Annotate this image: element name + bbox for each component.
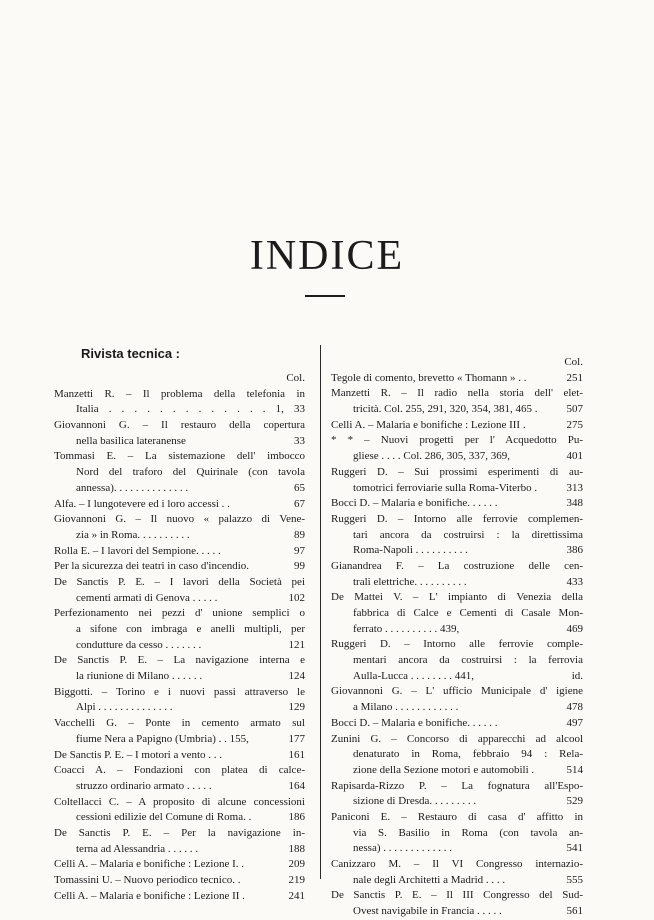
entry-text: ferrato . . . . . . . . . . 439,	[353, 622, 460, 635]
index-entry-line	[54, 606, 305, 622]
index-entry-line	[331, 904, 583, 920]
entry-text: Giovannoni G. – Il nuovo « palazzo di Vene-	[54, 513, 305, 526]
index-entry-line	[331, 732, 583, 748]
entry-page-number: 188	[287, 842, 306, 858]
entry-text: zione della Sezione motori e automobili .	[353, 763, 535, 776]
entry-text: Biggotti. – Torino e i nuovi passi attraverso le	[54, 685, 305, 698]
entry-text: trali elettriche. . . . . . . . . .	[353, 575, 467, 588]
left-column	[54, 371, 305, 904]
entry-text: fabbrica di Calce e Cementi di Casale Mon-	[353, 607, 583, 619]
entry-text: nale degli Architetti a Madrid . . . .	[353, 873, 506, 886]
entry-text: tomotrici ferroviarie sulla Roma-Viterbo .	[353, 481, 538, 494]
entry-page-number: 433	[565, 575, 584, 591]
index-entry-line	[54, 622, 305, 638]
index-entry-line	[54, 826, 305, 842]
index-entry-line	[54, 387, 305, 403]
index-entry-line	[54, 748, 305, 764]
entry-text: Ruggeri D. – Intorno alle ferrovie complemen-	[331, 512, 583, 525]
entry-text: Rolla E. – I lavori del Sempione. . . . .	[54, 544, 221, 557]
entry-page-number: 529	[565, 794, 584, 810]
entry-text: a sifone con imbraga e anelli multipli, per	[76, 623, 305, 635]
entry-text: Manzetti R. – Il radio nella storia dell' elet-	[331, 387, 583, 400]
index-entry-line	[54, 779, 305, 795]
entry-text: Coacci A. – Fondazioni con platea di calce-	[54, 764, 305, 777]
entry-text: a Milano . . . . . . . . . . . .	[353, 701, 459, 714]
index-entry-line	[331, 528, 583, 544]
entry-page-number: 97	[292, 544, 305, 560]
entry-page-number: 164	[287, 779, 306, 795]
left-column-header: Col.	[54, 371, 305, 387]
index-entry-line	[331, 763, 583, 779]
entry-text: tari ancora da costruirsi : la direttissima	[353, 528, 583, 541]
entry-text: via S. Basilio in Roma (con tavola an-	[353, 826, 583, 839]
entry-page-number: 102	[287, 591, 306, 607]
entry-text: annessa). . . . . . . . . . . . . .	[76, 481, 189, 494]
entry-text: condutture da cesso . . . . . . .	[76, 638, 202, 651]
entry-page-number: 541	[565, 841, 584, 857]
entry-text: gliese . . . . Col. 286, 305, 337, 369,	[353, 450, 511, 463]
index-entry-line	[54, 402, 305, 418]
index-entry-line	[54, 434, 305, 450]
index-entry-line	[331, 684, 583, 700]
entry-text: Nord del traforo del Quirinale (con tavola	[76, 466, 305, 479]
entry-text: terna ad Alessandria . . . . . .	[76, 842, 199, 855]
entry-text: sizione di Dresda. . . . . . . . .	[353, 795, 477, 808]
entry-page-number: 124	[287, 669, 306, 685]
column-divider	[320, 345, 321, 879]
entry-page-number: 555	[565, 873, 584, 889]
entry-text: Rapisarda-Rizzo P. – La fognatura all'Espo-	[331, 779, 583, 792]
index-entry-line	[54, 481, 305, 497]
entry-page-number: 514	[565, 763, 584, 779]
entry-text: De Sanctis P. E. – Per la navigazione in-	[54, 826, 305, 839]
index-entry-line	[331, 465, 583, 481]
index-entry-line	[54, 653, 305, 669]
entry-text: * * – Nuovi progetti per l' Acquedotto Pu-	[331, 434, 583, 447]
entry-text: Tommasi E. – La sistemazione dell' imbocco	[54, 450, 305, 463]
entry-text: denaturato in Roma, febbraio 94 : Rela-	[353, 748, 583, 761]
entry-text: nessa) . . . . . . . . . . . . .	[353, 842, 452, 855]
index-entry-line	[331, 481, 583, 497]
entry-text: Vacchelli G. – Ponte in cemento armato sul	[54, 717, 305, 730]
index-entry-line	[54, 763, 305, 779]
index-entry-line	[331, 449, 583, 465]
entry-text: Per la sicurezza dei teatri in caso d'incendio.	[54, 560, 250, 573]
entry-page-number: 386	[565, 543, 584, 559]
index-entry-line	[54, 465, 305, 481]
entry-text: Celli A. – Malaria e bonifiche : Lezione III .	[331, 418, 526, 431]
index-entry-line	[54, 685, 305, 701]
entry-page-number: 348	[565, 496, 584, 512]
index-entry-line	[331, 559, 583, 575]
entry-page-number: 33	[292, 434, 305, 450]
entry-page-number: 99	[292, 559, 305, 575]
index-entry-line	[54, 873, 305, 889]
entry-text: Canizzaro M. – Il VI Congresso internazio-	[331, 858, 583, 870]
entry-text: Bocci D. – Malaria e bonifiche. . . . . .	[331, 497, 498, 510]
index-entry-line	[331, 496, 583, 512]
index-entry-line	[331, 590, 583, 606]
index-entry-line	[331, 653, 583, 669]
entry-page-number: 65	[292, 481, 305, 497]
entry-page-number: 219	[287, 873, 306, 889]
entry-text: De Sanctis P. E. – I lavori della Società pei	[54, 575, 305, 588]
index-entry-line	[331, 700, 583, 716]
page-title: INDICE	[249, 233, 405, 279]
entry-text: Coltellacci C. – A proposito di alcune concessioni	[54, 795, 305, 808]
entry-text: Celli A. – Malaria e bonifiche : Lezione I. .	[54, 858, 244, 871]
index-entry-line	[54, 528, 305, 544]
entry-text: zia » in Roma. . . . . . . . . .	[76, 528, 190, 541]
entry-page-number: 478	[565, 700, 584, 716]
entry-page-number: 275	[565, 418, 584, 434]
entry-text: Alpi . . . . . . . . . . . . . .	[76, 701, 173, 714]
entry-page-number: 241	[287, 889, 306, 905]
entry-page-number: 401	[565, 449, 584, 465]
index-entry-line	[54, 889, 305, 905]
index-entry-line	[331, 779, 583, 795]
entry-text: Tegole di comento, brevetto « Thomann » . .	[331, 371, 527, 384]
entry-text: Giovannoni G. – Il restauro della copertura	[54, 419, 305, 432]
index-entry-line	[54, 512, 305, 528]
entry-text: Zunini G. – Concorso di apparecchi ad alcool	[331, 732, 583, 745]
entry-page-number: 129	[287, 700, 306, 716]
entry-text: mentari ancora da costruirsi : la ferrovia	[353, 654, 583, 667]
entry-text: Perfezionamento nei pezzi d' unione semplici o	[54, 607, 305, 620]
index-entry-line	[331, 371, 583, 387]
index-entry-line	[54, 591, 305, 607]
index-entry-line	[331, 794, 583, 810]
index-entry-line	[331, 873, 583, 889]
index-entry-line	[331, 512, 583, 528]
right-column-header: Col.	[331, 355, 583, 371]
entry-page-number: 121	[287, 638, 306, 654]
entry-page-number: 67	[292, 497, 305, 513]
index-entry-line	[331, 637, 583, 653]
entry-text: De Sanctis P. E. – Il III Congresso del Sud-	[331, 889, 583, 902]
entry-page-number: 469	[565, 622, 584, 638]
entry-text: Aulla-Lucca . . . . . . . . 441,	[353, 669, 474, 682]
section-heading: Rivista tecnica :	[81, 346, 180, 361]
entry-page-number: id.	[570, 669, 583, 685]
entry-text: Italia . . . . . . . . . . . . . 1, 33	[76, 403, 305, 416]
entry-page-number: 507	[565, 402, 584, 418]
index-entry-line	[54, 575, 305, 591]
index-entry-line	[331, 810, 583, 826]
index-entry-line	[54, 418, 305, 434]
entry-text: la riunione di Milano . . . . . .	[76, 670, 203, 683]
index-entry-line	[331, 888, 583, 904]
entry-page-number: 161	[287, 748, 306, 764]
index-entry-line	[54, 669, 305, 685]
entry-text: nella basilica lateranense	[76, 434, 186, 447]
index-entry-line	[331, 747, 583, 763]
index-entry-line	[331, 669, 583, 685]
index-entry-line	[331, 857, 583, 873]
entry-text: Paniconi E. – Restauro di casa d' affitto in	[331, 810, 583, 823]
entry-page-number: 313	[565, 481, 584, 497]
entry-text: fiume Nera a Papigno (Umbria) . . 155,	[76, 732, 249, 745]
index-entry-line	[331, 575, 583, 591]
entry-text: Roma-Napoli . . . . . . . . . .	[353, 544, 468, 557]
entry-page-number: 177	[287, 732, 306, 748]
index-entry-line	[54, 559, 305, 575]
entry-page-number: 89	[292, 528, 305, 544]
entry-text: Celli A. – Malaria e bonifiche : Lezione II .	[54, 889, 245, 902]
index-entry-line	[331, 841, 583, 857]
entry-page-number: 251	[565, 371, 584, 387]
index-entry-line	[331, 543, 583, 559]
index-entry-line	[54, 544, 305, 560]
index-entry-line	[54, 497, 305, 513]
index-entry-line	[54, 842, 305, 858]
entry-text: struzzo ordinario armato . . . . .	[76, 779, 212, 792]
entry-text: Bocci D. – Malaria e bonifiche. . . . . .	[331, 716, 498, 729]
index-entry-line	[331, 433, 583, 449]
index-entry-line	[331, 716, 583, 732]
entry-text: cementi armati di Genova . . . . .	[76, 591, 218, 604]
entry-page-number: 186	[287, 810, 306, 826]
entry-text: Gianandrea F. – La costruzione delle cen-	[331, 559, 583, 572]
entry-text: cessioni edilizie del Comune di Roma. .	[76, 811, 252, 824]
entry-text: Ruggeri D. – Intorno alle ferrovie comple-	[331, 638, 583, 651]
index-entry-line	[54, 732, 305, 748]
index-entry-line	[54, 857, 305, 873]
entry-text: Alfa. – I lungotevere ed i loro accessi . .	[54, 497, 230, 510]
index-entry-line	[331, 606, 583, 622]
title-rule	[305, 295, 345, 297]
entry-text: Manzetti R. – Il problema della telefonia in	[54, 387, 305, 400]
entry-page-number: 497	[565, 716, 584, 732]
entry-text: De Sanctis P. E. – La navigazione interna e	[54, 654, 305, 667]
entry-text: Ruggeri D. – Sui prossimi esperimenti di au-	[331, 465, 583, 478]
index-entry-line	[54, 638, 305, 654]
index-entry-line	[331, 826, 583, 842]
entry-page-number: 209	[287, 857, 306, 873]
entry-text: tricità. Col. 255, 291, 320, 354, 381, 465 .	[353, 403, 538, 416]
index-entry-line	[54, 449, 305, 465]
index-entry-line	[54, 810, 305, 826]
index-entry-line	[331, 418, 583, 434]
index-entry-line	[54, 716, 305, 732]
entry-text: De Mattei V. – L' impianto di Venezia della	[331, 591, 583, 604]
entry-text: De Sanctis P. E. – I motori a vento . . .	[54, 748, 223, 761]
index-entry-line	[54, 795, 305, 811]
index-entry-line	[331, 402, 583, 418]
index-entry-line	[331, 622, 583, 638]
right-column	[331, 355, 583, 920]
entry-page-number: 561	[565, 904, 584, 920]
entry-text: Tomassini U. – Nuovo periodico tecnico. .	[54, 874, 241, 886]
index-entry-line	[54, 700, 305, 716]
entry-text: Giovannoni G. – L' ufficio Municipale d' igiene	[331, 685, 583, 698]
index-entry-line	[331, 386, 583, 402]
entry-text: Ovest navigabile in Francia . . . . .	[353, 905, 502, 918]
